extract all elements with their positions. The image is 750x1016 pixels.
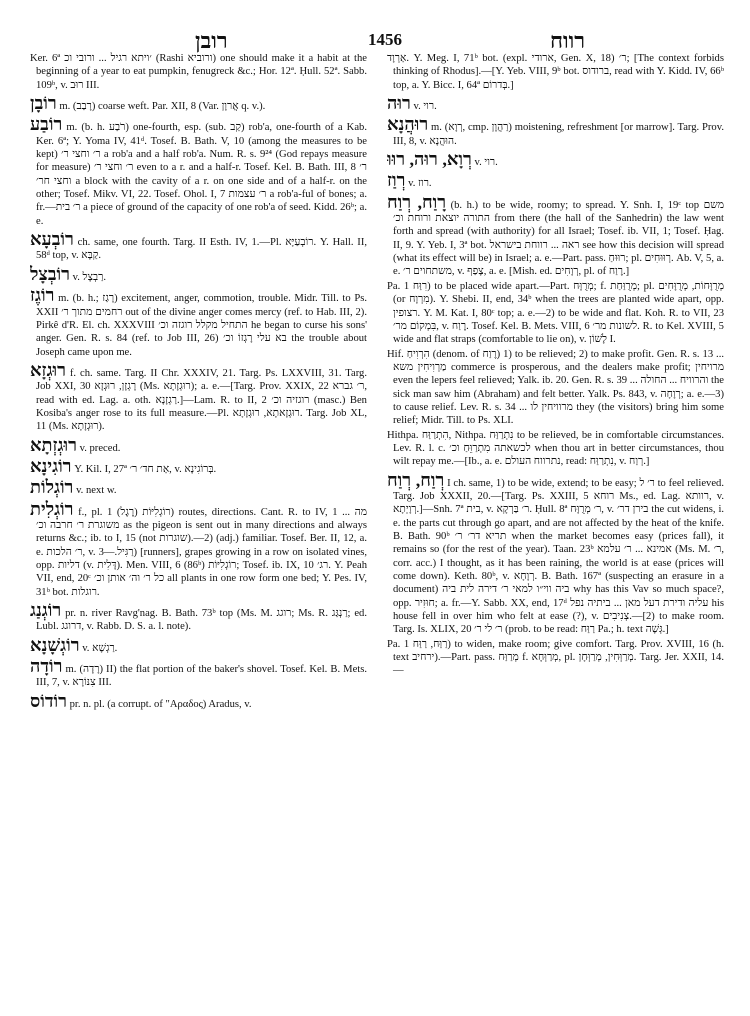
- entry-definition: ch. same, one fourth. Targ. II Esth. IV, 1.—Pl. רוֹבְעַיָּא. Y. Hall. II, 58ᵈ top, v. קַבָּא.: [36, 237, 367, 262]
- dictionary-entry: [30, 499, 367, 599]
- entry-headword: רְוַז: [387, 170, 406, 191]
- dictionary-entry: [387, 280, 724, 347]
- right-column: [387, 52, 724, 1002]
- entry-definition: pr. n. pl. (a corrupt. of "Αραδος) Aradus, v.: [69, 698, 252, 710]
- entry-definition: m. (b. h.; רָגַז) excitement, anger, commotion, trouble. Midr. Till. to Ps. XXII רחמים מתוך ר׳ out of the divine anger comes mercy (ref. to Hab. III, 2). Pirkê d'R. El. ch. XXXVIII התחיל מקלל רוגזה וכ׳ he began to curse his sons' anger. Gen. R. s. 84 (ref. to Job III, 26) בא עלי רָגְזוֹ וכ׳ the trouble about Joseph came upon me.: [36, 293, 367, 358]
- dictionary-entry: [30, 114, 367, 228]
- entry-definition: m. (רְוָא, cmp. רַהֲוָן) moistening, refreshment [or marrow]. Targ. Prov. III, 8, v. הוּהֲנָא.: [393, 122, 724, 147]
- entry-definition: v. רוי.: [413, 101, 437, 113]
- dictionary-entry: [30, 360, 367, 434]
- dictionary-entry: [30, 635, 367, 655]
- entry-headword: רוֹדָה: [30, 656, 63, 677]
- dictionary-entry: [30, 285, 367, 359]
- dictionary-entry: [387, 470, 724, 637]
- dictionary-entry: [30, 229, 367, 263]
- entry-definition: f., pl. רוֹגְלִיּוֹת (רֶגֶל) 1) routes, directions. Cant. R. to IV, 1 מה ... משוגרת ר׳ חרבה וכ׳ as the pigeon is sent out in many directions and always returns &c.; ib. to I, 15 (not שוגרות).—2) (adj.) familiar. Tosef. Ber. II, 12, a. e. ר׳ הלכות, v. רַגִּיל.—3) [runners], grapes growing in a row on isolated vines, opp. דליות (v. דָּלִית). Men. VIII, 6 (86ᵇ) רוֹגְלִיּוֹת; Tosef. ib. IX, 10 רג׳. Y. Peah VII, end, 20ᶜ כל ר׳ וה׳ אותן וכ׳ all plants in one row form one bed; Y. Pes. IV, 31ᵇ bot. רוגלות.: [36, 506, 367, 598]
- entry-definition: pr. n. river Ravg'nag. B. Bath. 73ᵇ top (Ms. M. רוגג; Ms. R. רַנְגַּג; ed. Lubl. דרוגג, v. Rabb. D. S. a. l. note).: [36, 608, 367, 633]
- entry-headword: רוֹבְצָל: [30, 263, 70, 284]
- entry-headword: רוֹבָן: [30, 93, 57, 114]
- left-column: [30, 52, 367, 1002]
- dictionary-entry: [387, 149, 724, 169]
- entry-definition: Y. Kil. I, 27ª אַת חד׳ ר׳, v. בְּרוֹגִינָא.: [74, 463, 217, 475]
- left-running-head: רובן: [195, 28, 228, 53]
- dictionary-entry: [387, 93, 724, 113]
- entry-definition: Pa. רִוַּח 1) to be placed wide apart.—Part. מְרֻוָּח; f. מְרֻוַּחַת; pl. מְרֻוָּחוֹת, מְרֻוָּחִים (or מִרְוָח). Y. Shebi. II, end, 34ᵇ when the trees are planted wide apart, opp. רצופין. Y. M. Kat. I, 80ᶜ top; a. e.—2) to be wide and flat. Koh. R. to VII, 23 בִּמְקוֹם מר׳, v. רֶוַח. Tosef. Kel. B. Mets. VIII, 6 לשונות מר׳. R. to Kel. XVIII, 5 wide and flat straps (comfortable to lie on), v. לָשׁוֹן I.: [387, 280, 724, 346]
- entry-definition: v. רַבְצָל.: [72, 271, 107, 283]
- dictionary-entry: [30, 93, 367, 113]
- dictionary-entry: [30, 691, 367, 711]
- entry-definition: f. ch. same. Targ. II Chr. XXXIV, 21. Targ. Ps. LXXVIII, 31. Targ. Job XXI, 30 רָגְזָן, רוּגְזָא (Ms. רוּגְזָתָא); a. e.—[Targ. Prov. XXIX, 22 ר׳ גברא, read with ed. Lag. a. oth. רַגְזָנָא.]—Lam. R. to II, 2 רוגזיה וכ׳ (masc.) Ben Kosiba's anger rose to its full measure.—Pl. רוּגְזָאתָא, רוּגְזָתָא. Targ. Job XL, 11 (Ms. רוּגְזָתָא).: [36, 367, 367, 433]
- entry-definition: v. next w.: [76, 485, 117, 497]
- entry-definition: I ch. same, 1) to be wide, extend; to be easy; ר׳ ל to feel relieved. Targ. Job XXXII, 20.—[Targ. Ps. XXIII, 5 רוחא Ms., ed. Lag. רוותא, v. רְוָיְתָא.]—Snh. 7ª בית, v. ר׳ בַּרְקָא. Ḥull. 8ª ר׳ מְרֻוָּח, v. בירן דר׳ the cut widens, i. e. the parts cut through go apart, and are not affected by the heat of the knife. B. Bath. 90ᵇ תריא דר׳ ר׳ when the market becomes easy (prices fall), it remains so (for the rest of the year). Taan. 23ᵇ אמינא ... ר׳ עלמא (Ms. M. ר׳, corr. acc.) I thought, as it has been raining, the world is at ease (prices will come down). Keth. 80ᵇ, v. רְוָחָא. B. Bath. 167ª (suspecting an erasure in a document) ביה ווי״ו למאי ר׳ דירה לית ביה why has this Vav so much space?, opp. חוּזִיר; a. fr.—Y. Sabb. XX, end, 17ᵈ עליה ודירת דעל מאן ... ביתיה נפל his house fell in over him who felt at ease (?), v. צְנִיבִים.—[2) to make room. Targ. Is. XLIX, 20 ר׳ לי ר׳ (prob. to be read: רַוַּח Pa.; h. text גְּשָׁה.]: [393, 477, 724, 636]
- dictionary-entry: [387, 429, 724, 469]
- entry-headword: רוּה: [387, 93, 411, 114]
- dictionary-entry: [30, 435, 367, 455]
- entry-definition: Hithpa. הִתְרַוַּח, Nithpa. נִתְרַוַּח to be relieved, be in comfortable circumstances. Lev. R. l. c. לכשאתה מִתְרַוֵּחַ וכ׳ when thou art in better circumstances, thou wilt repay me.—[Ib., a. e. נתרווח העולם, read: נִתְרַוַּח, v. רְוַח.]: [387, 429, 724, 468]
- entry-definition: Pa. רַוַּח, רַוַּח 1) to widen, make room; give comfort. Targ. Prov. XVIII, 16 (h. text ירחיב).—Part. pass. מְרַוַּח f. מְרַוְּחָא, pl. מְרַוְּחִין, מְרַוְּחָן. Targ. Jer. XXII, 14.—: [387, 638, 724, 677]
- entry-headword: רָוַח, רְוַח: [387, 191, 447, 212]
- dictionary-entry: [387, 192, 724, 279]
- dictionary-entry: [30, 477, 367, 497]
- entry-definition: אַרְוָד. Y. Meg. I, 71ᵇ bot. (expl. ארודי, Gen. X, 18) ר׳; [The context forbids thinking of Rhodus].—[Y. Yeb. VIII, 9ᵇ bot. ברודוס, read with Y. Kidd. IV, 66ᵇ top, a. Y. Bicc. I, 64ª בְּדרוֹם.]: [387, 53, 724, 91]
- right-running-head: רווח: [550, 28, 586, 53]
- dictionary-entry: [30, 456, 367, 476]
- dictionary-entry: [387, 170, 724, 190]
- dictionary-entry: [30, 656, 367, 690]
- entry-headword: רוֹגְלוֹת: [30, 477, 74, 498]
- entry-definition: (b. h.) to be wide, roomy; to spread. Y. Snh. I, 19ᶜ top משם התורה יוצאת ורוחת וכ׳ from there (the hall of the Sanhedrin) the law went forth and spread (with authority) for all Israel; Tosef. ib. VII, 1; Tosef. Ḥag. II, 9. Y. Yeb. I, 3ª bot. ראה ... רווחת בישראל see how this decision will spread (what its effect will be) in Israel; a. e.—Part. pass. רוּוּחַ; pl. רְוּוּחִים. Ab. V, 5, a. e. משתחוים ר׳, v. צָפַף, a. e. [Mish. ed. רְוָחִים, pl. of רֶוַח.]: [393, 199, 724, 278]
- entry-headword: רוֹבַע: [30, 114, 63, 135]
- entry-definition: Hif. הִרְוִיחַ (denom. of רֶוַח) 1) to be relieved; 2) to make profit. Gen. R. s. 13 ... מַרְוִיחִין משא commerce is prosperous, and the dealers make profit; מרויחין even the lepers feel relieved; Yalk. ib. 20. Gen. R. s. 39 ... והרוויח ... החולה the sick man saw him (Abraham) and felt better. Yalk. Ps. 843, v. רְוָחָה; a. e.—3) to cause relief. Lev. R. s. 34 ... מרוויחין לו they (the visitors) bring him some relief; Midr. Till. to Ps. XLI.: [387, 348, 724, 427]
- entry-headword: רוּהֲנָא: [387, 114, 429, 135]
- dictionary-entry: [387, 638, 724, 678]
- entry-headword: רוֹגִינָא: [30, 455, 72, 476]
- page-header: [30, 18, 724, 52]
- dictionary-entry: [387, 348, 724, 428]
- entry-definition: Ker. 6ª ׳ויתא רגיל ... ורובי וכ (Rashi ורוביא) one should make it a habit at the beginning of a year to eat pumpkin, fenugreck &c.; Hor. 12ª. Ḥull. 52ª. Sabb. 109ᵇ, v. רוּב III.: [30, 53, 367, 91]
- entry-definition: v. רַגְשָׁא.: [82, 642, 118, 654]
- dictionary-entry: [387, 114, 724, 148]
- entry-definition: v. preced.: [79, 442, 121, 454]
- entry-headword: רוּגְזְתָא: [30, 434, 77, 455]
- dictionary-entry: [387, 52, 724, 92]
- page-number: 1456: [368, 30, 402, 49]
- entry-definition: v. רוי.: [474, 157, 498, 169]
- entry-definition: m. (רָבַב) coarse weft. Par. XII, 8 (Var. אֲרוָן q. v.).: [59, 101, 266, 113]
- entry-headword: רוֹגְלִית: [30, 498, 74, 519]
- entry-headword: רוֹדוֹס: [30, 690, 67, 711]
- dictionary-entry: [30, 264, 367, 284]
- entry-definition: v. רוז.: [408, 178, 432, 190]
- entry-headword: רוֹגְנַג: [30, 600, 62, 621]
- entry-definition: m. (b. h. רֹבַע) one-fourth, esp. (sub. קַב) rob'a, one-fourth of a Kab. Ker. 6ª; Y. Yoma IV, 41ᵈ. Tosef. B. Bath. V, 10 (among the measures to be kept) ר׳ וחצי ר׳ a rob'a and a half rob'a. Num. R. s. 9²⁴ (God repays measure for measure) ר׳ וחצי ר׳ even to a r. and a half-r. Tosef. Kel. B. Bath. III, 8 ר׳ וחצי חר׳ a block with the cavity of a r. on one side and of a half-r. on the other; Tosef. Mikv. VI, 22. Tosef. Ohol. I, 7 ר׳ עצמות a rob'a-ful of bones; a. fr.—ר׳ בית a piece of ground of the capacity of one rob'a of seed. Kidd. 26ᵇ; a. e.: [36, 122, 367, 227]
- entry-headword: רוֹבְעָא: [30, 229, 74, 250]
- dictionary-entry: [30, 52, 367, 92]
- entry-headword: רְוַח, רְוַח: [387, 469, 445, 490]
- entry-headword: רוֹגֶז: [30, 285, 55, 306]
- entry-headword: רוּגְזָא: [30, 359, 66, 380]
- entry-definition: m. (רָדָה) II) the flat portion of the baker's shovel. Tosef. Kel. B. Mets. III, 7, v. צִנּוֹרָא III.: [36, 664, 367, 689]
- dictionary-entry: [30, 600, 367, 634]
- entry-headword: רְוָא, רוּה, רוּוּ: [387, 149, 472, 170]
- entry-headword: רוֹגְשָׁנָא: [30, 634, 80, 655]
